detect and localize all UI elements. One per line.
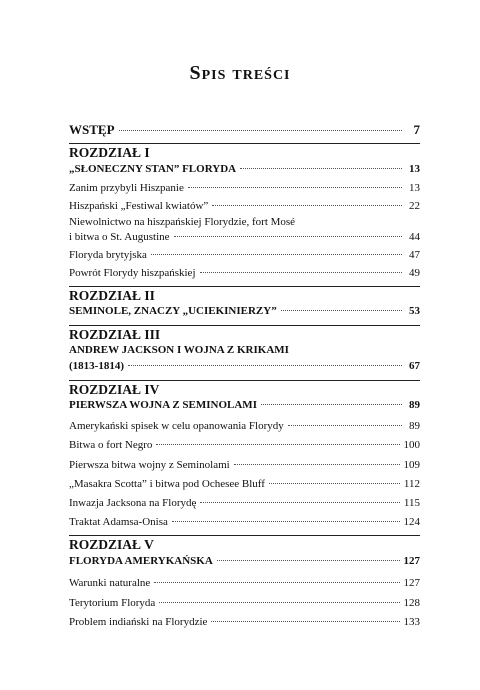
toc-entry[interactable] — [69, 616, 420, 628]
leader-dots — [156, 444, 399, 445]
leader-dots — [240, 168, 402, 169]
leader-dots — [151, 254, 402, 255]
toc-page-number: 47 — [409, 249, 420, 261]
leader-dots — [281, 310, 402, 311]
chapter-title-row[interactable] — [69, 305, 420, 317]
toc-entry-label: WSTĘP — [69, 122, 115, 137]
toc-entry[interactable] — [69, 478, 420, 490]
toc-page-number: 127 — [403, 577, 420, 589]
leader-dots — [159, 602, 399, 603]
leader-dots — [211, 621, 399, 622]
toc-page-number: 49 — [409, 267, 420, 279]
toc-entry[interactable] — [69, 516, 420, 528]
leader-dots — [288, 425, 402, 426]
toc-entry-label: i bitwa o St. Augustine — [69, 231, 170, 243]
toc-entry-label: Bitwa o fort Negro — [69, 439, 153, 451]
leader-dots — [154, 582, 399, 583]
toc-page-number: 7 — [413, 122, 420, 137]
leader-dots — [200, 272, 403, 273]
leader-dots — [217, 560, 400, 561]
toc-entry[interactable] — [69, 267, 420, 279]
leader-dots — [174, 236, 402, 237]
page-title: Spis treści — [189, 62, 291, 84]
toc-entry[interactable] — [69, 597, 420, 609]
toc-page-number: 127 — [403, 555, 420, 567]
chapter-title-first-line: ANDREW JACKSON I WOJNA Z KRIKAMI — [69, 344, 289, 356]
toc-entry[interactable] — [69, 200, 420, 212]
toc-page-number: 133 — [403, 616, 420, 628]
toc-entry[interactable] — [69, 497, 420, 509]
toc-page-number: 89 — [409, 399, 420, 411]
chapter-heading: ROZDZIAŁ II — [69, 288, 155, 303]
toc-page-number: 109 — [403, 459, 420, 471]
toc-page-number: 124 — [403, 516, 420, 528]
chapter-title: PIERWSZA WOJNA Z SEMINOLAMI — [69, 399, 257, 411]
toc-page-number: 67 — [409, 360, 420, 372]
chapter-title-row[interactable] — [69, 399, 420, 411]
chapter-title: FLORYDA AMERYKAŃSKA — [69, 555, 213, 567]
chapter-heading: ROZDZIAŁ III — [69, 327, 161, 342]
chapter-divider — [69, 143, 420, 144]
toc-page-number: 89 — [409, 420, 420, 432]
toc-entry-intro[interactable] — [69, 122, 420, 138]
toc-page-number: 53 — [409, 305, 420, 317]
toc-page-number: 128 — [403, 597, 420, 609]
toc-entry-label: Powrót Florydy hiszpańskiej — [69, 267, 196, 279]
chapter-title-row[interactable] — [69, 163, 420, 175]
leader-dots — [269, 483, 400, 484]
toc-entry[interactable] — [69, 420, 420, 432]
toc-page-number: 44 — [409, 231, 420, 243]
toc-entry-label: Traktat Adamsa-Onisa — [69, 516, 168, 528]
leader-dots — [200, 502, 400, 503]
chapter-divider — [69, 325, 420, 326]
leader-dots — [234, 464, 400, 465]
chapter-title: (1813-1814) — [69, 360, 124, 372]
leader-dots — [119, 130, 402, 131]
chapter-divider — [69, 380, 420, 381]
toc-entry-label: Inwazja Jacksona na Florydę — [69, 497, 197, 509]
toc-page-number: 112 — [403, 478, 420, 490]
toc-entry[interactable] — [69, 182, 420, 194]
leader-dots — [261, 404, 402, 405]
toc-entry[interactable] — [69, 439, 420, 451]
toc-page-number: 115 — [403, 497, 420, 509]
leader-dots — [128, 365, 402, 366]
toc-page-number: 13 — [409, 163, 420, 175]
toc-entry-label: Pierwsza bitwa wojny z Seminolami — [69, 459, 230, 471]
toc-entry[interactable] — [69, 249, 420, 261]
leader-dots — [212, 205, 402, 206]
chapter-title-row[interactable] — [69, 360, 420, 372]
toc-entry-label: Floryda brytyjska — [69, 249, 147, 261]
toc-entry-label: Warunki naturalne — [69, 577, 151, 589]
toc-entry-label: Amerykański spisek w celu opanowania Florydy — [69, 420, 284, 432]
toc-entry-label: Hiszpański „Festiwal kwiatów” — [69, 200, 209, 212]
toc-entry[interactable] — [69, 231, 420, 243]
toc-entry-label: Terytorium Floryda — [69, 597, 156, 609]
toc-entry-first-line: Niewolnictwo na hiszpańskiej Florydzie, fort Mosé — [69, 216, 296, 228]
chapter-title-row[interactable] — [69, 555, 420, 567]
chapter-title: „SŁONECZNY STAN” FLORYDA — [69, 163, 237, 175]
leader-dots — [188, 187, 402, 188]
chapter-divider — [69, 286, 420, 287]
toc-entry[interactable] — [69, 459, 420, 471]
leader-dots — [172, 521, 400, 522]
toc-page-number: 100 — [403, 439, 420, 451]
chapter-title: SEMINOLE, ZNACZY „UCIEKINIERZY” — [69, 305, 277, 317]
chapter-heading: ROZDZIAŁ IV — [69, 382, 160, 397]
toc-entry-label: Zanim przybyli Hiszpanie — [69, 182, 184, 194]
toc-entry[interactable] — [69, 577, 420, 589]
chapter-heading: ROZDZIAŁ I — [69, 145, 150, 160]
toc-entry-label: Problem indiański na Florydzie — [69, 616, 208, 628]
chapter-divider — [69, 535, 420, 536]
toc-entry-label: „Masakra Scotta” i bitwa pod Ochesee Bluff — [69, 478, 265, 490]
chapter-heading: ROZDZIAŁ V — [69, 537, 154, 552]
toc-page-number: 13 — [409, 182, 420, 194]
toc-page-number: 22 — [409, 200, 420, 212]
